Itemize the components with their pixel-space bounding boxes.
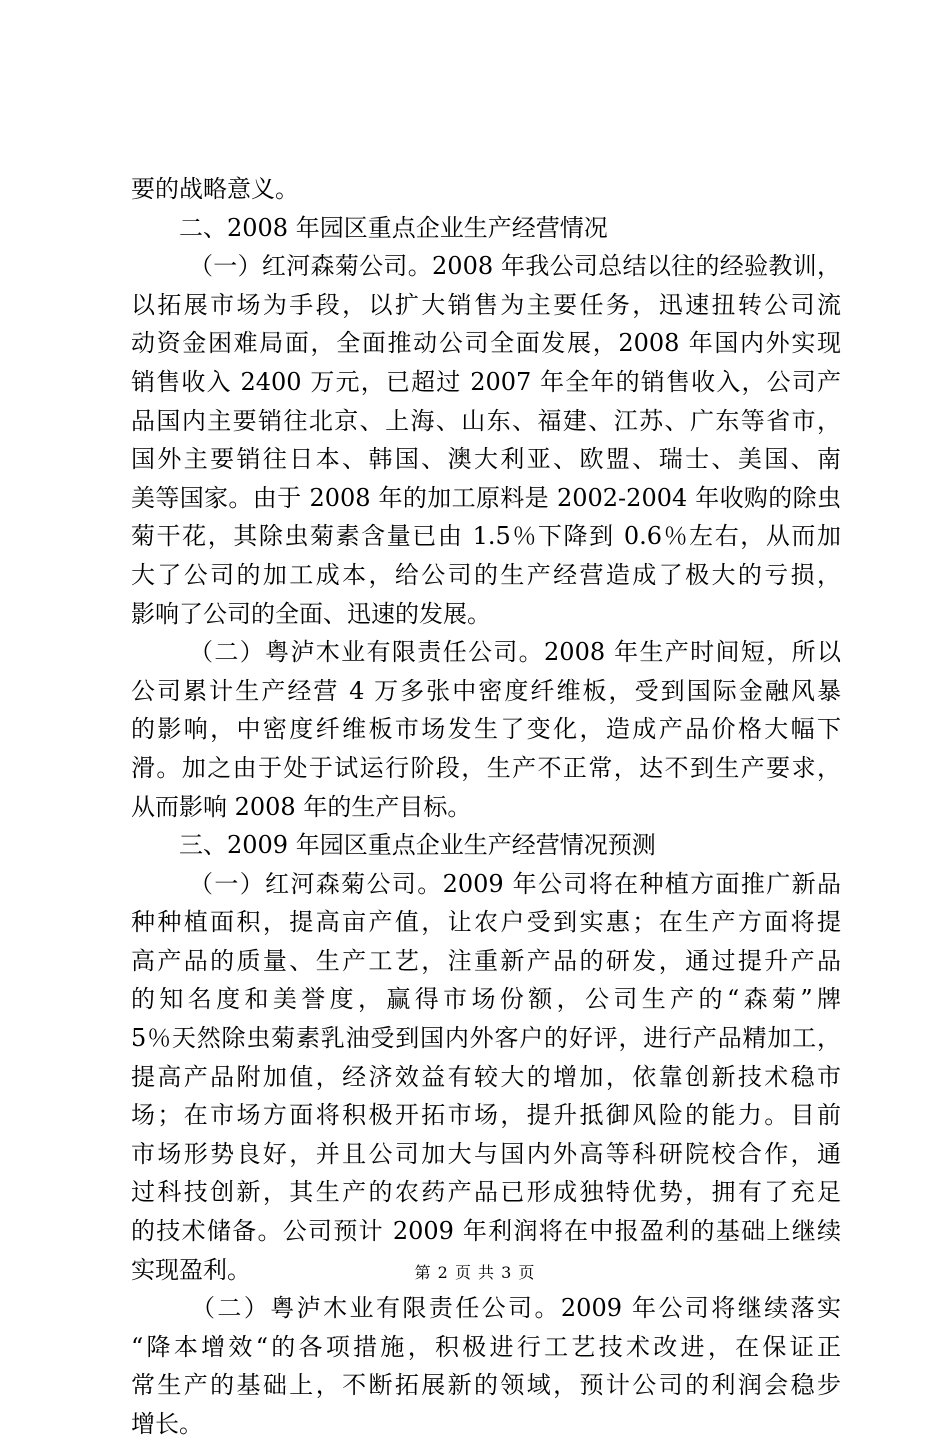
paragraph-line: 滑。加之由于处于试运行阶段，生产不正常，达不到生产要求， <box>131 753 841 782</box>
section-heading: 二、2008 年园区重点企业生产经营情况 <box>179 213 608 242</box>
paragraph-line: 国外主要销往日本、韩国、澳大利亚、欧盟、瑞士、美国、南 <box>131 445 841 474</box>
paragraph-line: 影响了公司的全面、迅速的发展。 <box>131 599 491 628</box>
paragraph-line: 从而影响 2008 年的生产目标。 <box>131 792 472 821</box>
paragraph-line: 以拓展市场为手段，以扩大销售为主要任务，迅速扭转公司流 <box>131 290 841 319</box>
paragraph-line: 销售收入 2400 万元，已超过 2007 年全年的销售收入，公司产 <box>131 367 841 396</box>
paragraph-line: （一）红河森菊公司。2008 年我公司总结以往的经验教训， <box>189 252 841 281</box>
paragraph-line: 市场形势良好，并且公司加大与国内外高等科研院校合作，通 <box>131 1139 841 1168</box>
paragraph-line: 的知名度和美誉度，赢得市场份额，公司生产的“森菊”牌 <box>131 985 841 1014</box>
paragraph-line: 的技术储备。公司预计 2009 年利润将在中报盈利的基础上继续 <box>131 1217 841 1246</box>
paragraph-line: 菊干花，其除虫菊素含量已由 1.5％下降到 0.6％左右，从而加 <box>131 522 841 551</box>
paragraph-line: 提高产品附加值，经济效益有较大的增加，依靠创新技术稳市 <box>131 1062 841 1091</box>
paragraph-line: 过科技创新，其生产的农药产品已形成独特优势，拥有了充足 <box>131 1178 841 1207</box>
paragraph-line: 增长。 <box>131 1410 203 1438</box>
section-heading: 三、2009 年园区重点企业生产经营情况预测 <box>179 831 656 860</box>
paragraph-line: （二）粤泸木业有限责任公司。2008 年生产时间短，所以 <box>189 638 841 667</box>
paragraph-line: 种种植面积，提高亩产值，让农户受到实惠；在生产方面将提 <box>131 908 841 937</box>
paragraph-line: 公司累计生产经营 4 万多张中密度纤维板，受到国际金融风暴 <box>131 676 841 705</box>
paragraph-line: 大了公司的加工成本，给公司的生产经营造成了极大的亏损， <box>131 560 841 589</box>
paragraph-line: 动资金困难局面，全面推动公司全面发展，2008 年国内外实现 <box>131 329 841 358</box>
text-line: 要的战略意义。 <box>131 175 299 203</box>
paragraph-line: 常生产的基础上，不断拓展新的领域，预计公司的利润会稳步 <box>131 1371 841 1400</box>
paragraph-line: 的影响，中密度纤维板市场发生了变化，造成产品价格大幅下 <box>131 715 841 744</box>
paragraph-line: 高产品的质量、生产工艺，注重新产品的研发，通过提升产品 <box>131 946 841 975</box>
body-text <box>131 170 841 1444</box>
paragraph-line: “降本增效“的各项措施，积极进行工艺技术改进，在保证正 <box>131 1332 841 1361</box>
paragraph-line: 5％天然除虫菊素乳油受到国内外客户的好评，进行产品精加工， <box>131 1024 841 1053</box>
paragraph-line: 美等国家。由于 2008 年的加工原料是 2002-2004 年收购的除虫 <box>131 483 841 512</box>
paragraph-line: （二）粤泸木业有限责任公司。2009 年公司将继续落实 <box>191 1294 841 1323</box>
paragraph-line: 场；在市场方面将积极开拓市场，提升抵御风险的能力。目前 <box>131 1101 841 1130</box>
paragraph-line: 品国内主要销往北京、上海、山东、福建、江苏、广东等省市， <box>131 406 841 435</box>
page-footer: 第 2 页 共 3 页 <box>414 1263 536 1282</box>
paragraph-line: 实现盈利。 <box>131 1255 251 1284</box>
paragraph-line: （一）红河森菊公司。2009 年公司将在种植方面推广新品 <box>189 869 841 898</box>
